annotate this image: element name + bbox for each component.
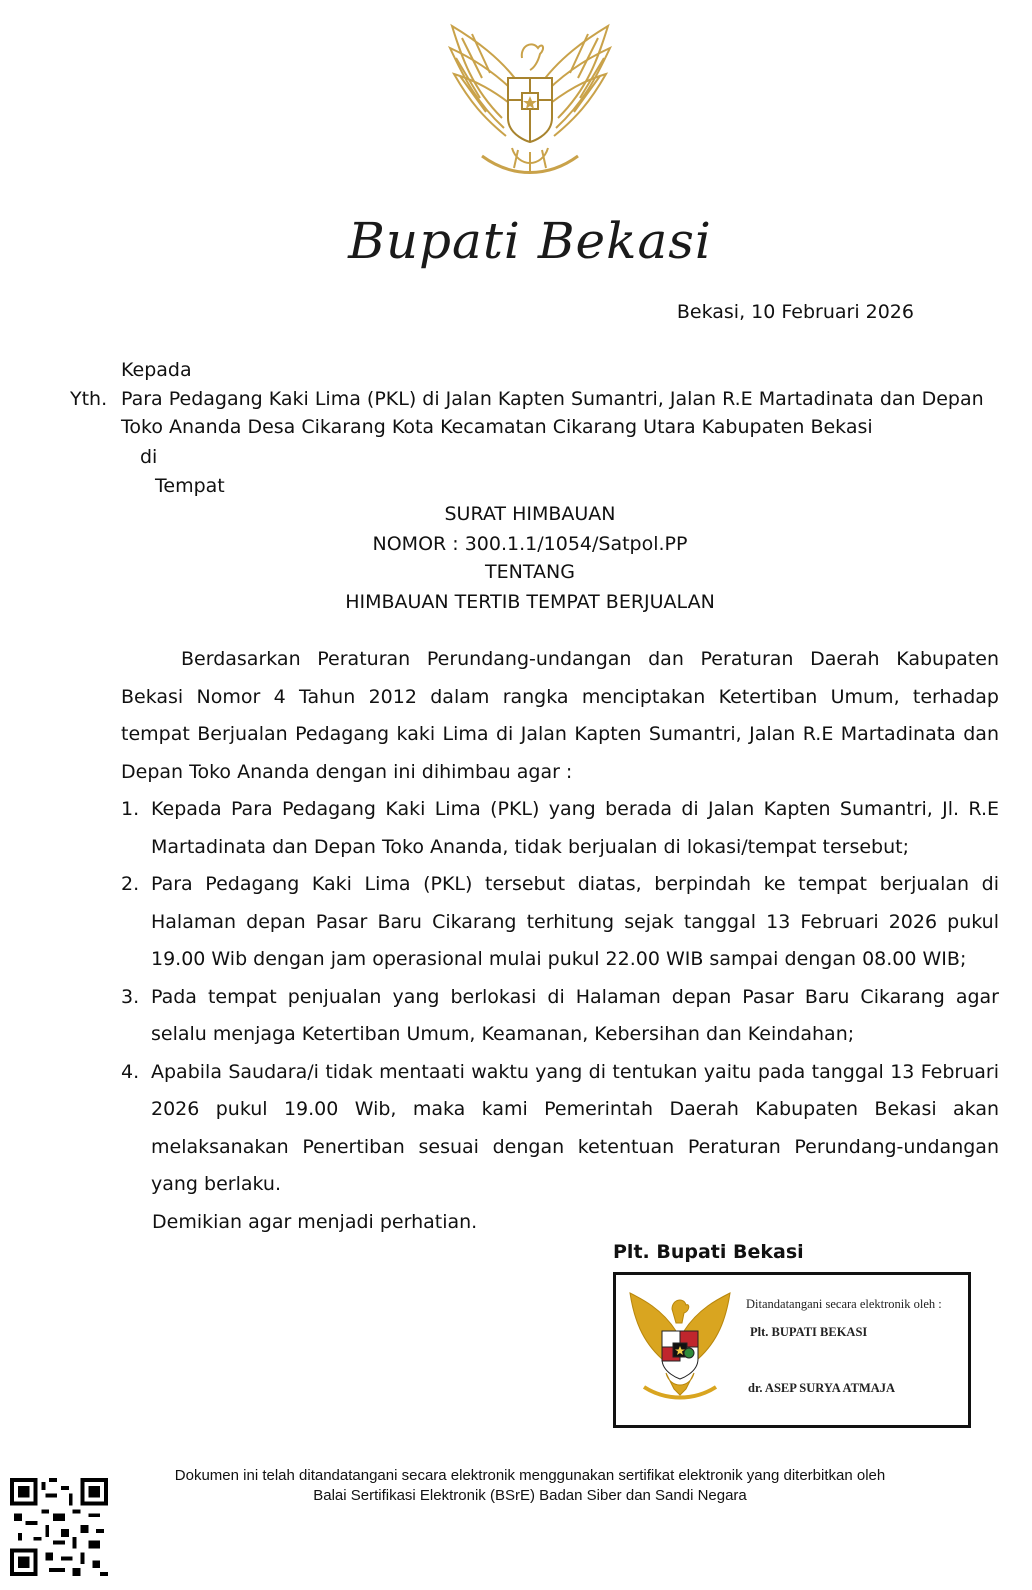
heading-tentang: TENTANG <box>485 561 575 583</box>
address-recipient: Para Pedagang Kaki Lima (PKL) di Jalan Kapten Sumantri, Jalan R.E Martadinata dan Depan Toko Ananda Desa Cikarang Kota Kecamatan Cikarang Utara Kabupaten Bekasi <box>121 388 984 438</box>
address-di: di <box>140 446 158 468</box>
list-item-number: 3. <box>121 985 140 1008</box>
letter-number: NOMOR : 300.1.1/1054/Satpol.PP <box>372 533 688 555</box>
garuda-emblem-icon <box>442 18 618 190</box>
letter-subject: HIMBAUAN TERTIB TEMPAT BERJUALAN <box>345 591 715 613</box>
address-yth: Yth. <box>70 388 108 410</box>
signature-position: Plt. BUPATI BEKASI <box>750 1325 868 1339</box>
list-item <box>121 1054 999 1204</box>
list-item-text: Pada tempat penjualan yang berlokasi di Halaman depan Pasar Baru Cikarang agar selalu menjaga Ketertiban Umum, Keamanan, Kebersihan dan Keindahan; <box>151 985 999 1045</box>
signatory-title: Plt. Bupati Bekasi <box>613 1241 804 1263</box>
list-item-text: Apabila Saudara/i tidak mentaati waktu yang di tentukan yaitu pada tanggal 13 Februari 2026 pukul 19.00 Wib, maka kami Pemerintah Daerah Kabupaten Bekasi akan melaksanakan Penertiban sesuai dengan ketentuan Peraturan Perundang-undangan yang berlaku. <box>151 1060 999 1195</box>
points-list <box>121 791 999 1204</box>
list-item <box>121 791 999 866</box>
list-item <box>121 866 999 979</box>
footer-line-2: Balai Sertifikasi Elektronik (BSrE) Badan Siber dan Sandi Negara <box>313 1487 747 1504</box>
address-tempat: Tempat <box>155 475 225 497</box>
page-title: Bupati Bekasi <box>348 212 712 270</box>
closing-text: Demikian agar menjadi perhatian. <box>152 1211 478 1233</box>
list-item-text: Para Pedagang Kaki Lima (PKL) tersebut diatas, berpindah ke tempat berjualan di Halaman depan Pasar Baru Cikarang terhitung sejak tanggal 13 Februari 2026 pukul 19.00 Wib dengan jam operasional mulai pukul 22.00 WIB sampai dengan 08.00 WIB; <box>151 873 999 970</box>
electronic-signature-box <box>613 1272 971 1428</box>
letter-type-heading: SURAT HIMBAUAN <box>444 503 616 525</box>
signature-statement: Ditandatangani secara elektronik oleh : <box>746 1297 942 1311</box>
intro-paragraph: Berdasarkan Peraturan Perundang-undangan dan Peraturan Daerah Kabupaten Bekasi Nomor 4 Tahun 2012 dalam rangka menciptakan Ketertiban Umum, terhadap tempat Berjualan Pedagang kaki Lima di Jalan Kapten Sumantri, Jalan R.E Martadinata dan Depan Toko Ananda dengan ini dihimbau agar : <box>121 648 999 783</box>
signature-name: dr. ASEP SURYA ATMAJA <box>748 1381 896 1395</box>
list-item-number: 1. <box>121 798 140 820</box>
list-item-number: 2. <box>121 873 140 895</box>
letter-date: Bekasi, 10 Februari 2026 <box>676 301 914 323</box>
footer-line-1: Dokumen ini telah ditandatangani secara elektronik menggunakan sertifikat elektronik yang diterbitkan oleh <box>174 1467 886 1484</box>
list-item-text: Kepada Para Pedagang Kaki Lima (PKL) yang berada di Jalan Kapten Sumantri, Jl. R.E Martadinata dan Depan Toko Ananda, tidak berjualan di lokasi/tempat tersebut; <box>151 798 999 858</box>
list-item-number: 4. <box>121 1060 140 1083</box>
list-item <box>121 979 999 1054</box>
garuda-emblem-icon <box>626 1289 734 1407</box>
address-kepada: Kepada <box>121 359 192 381</box>
